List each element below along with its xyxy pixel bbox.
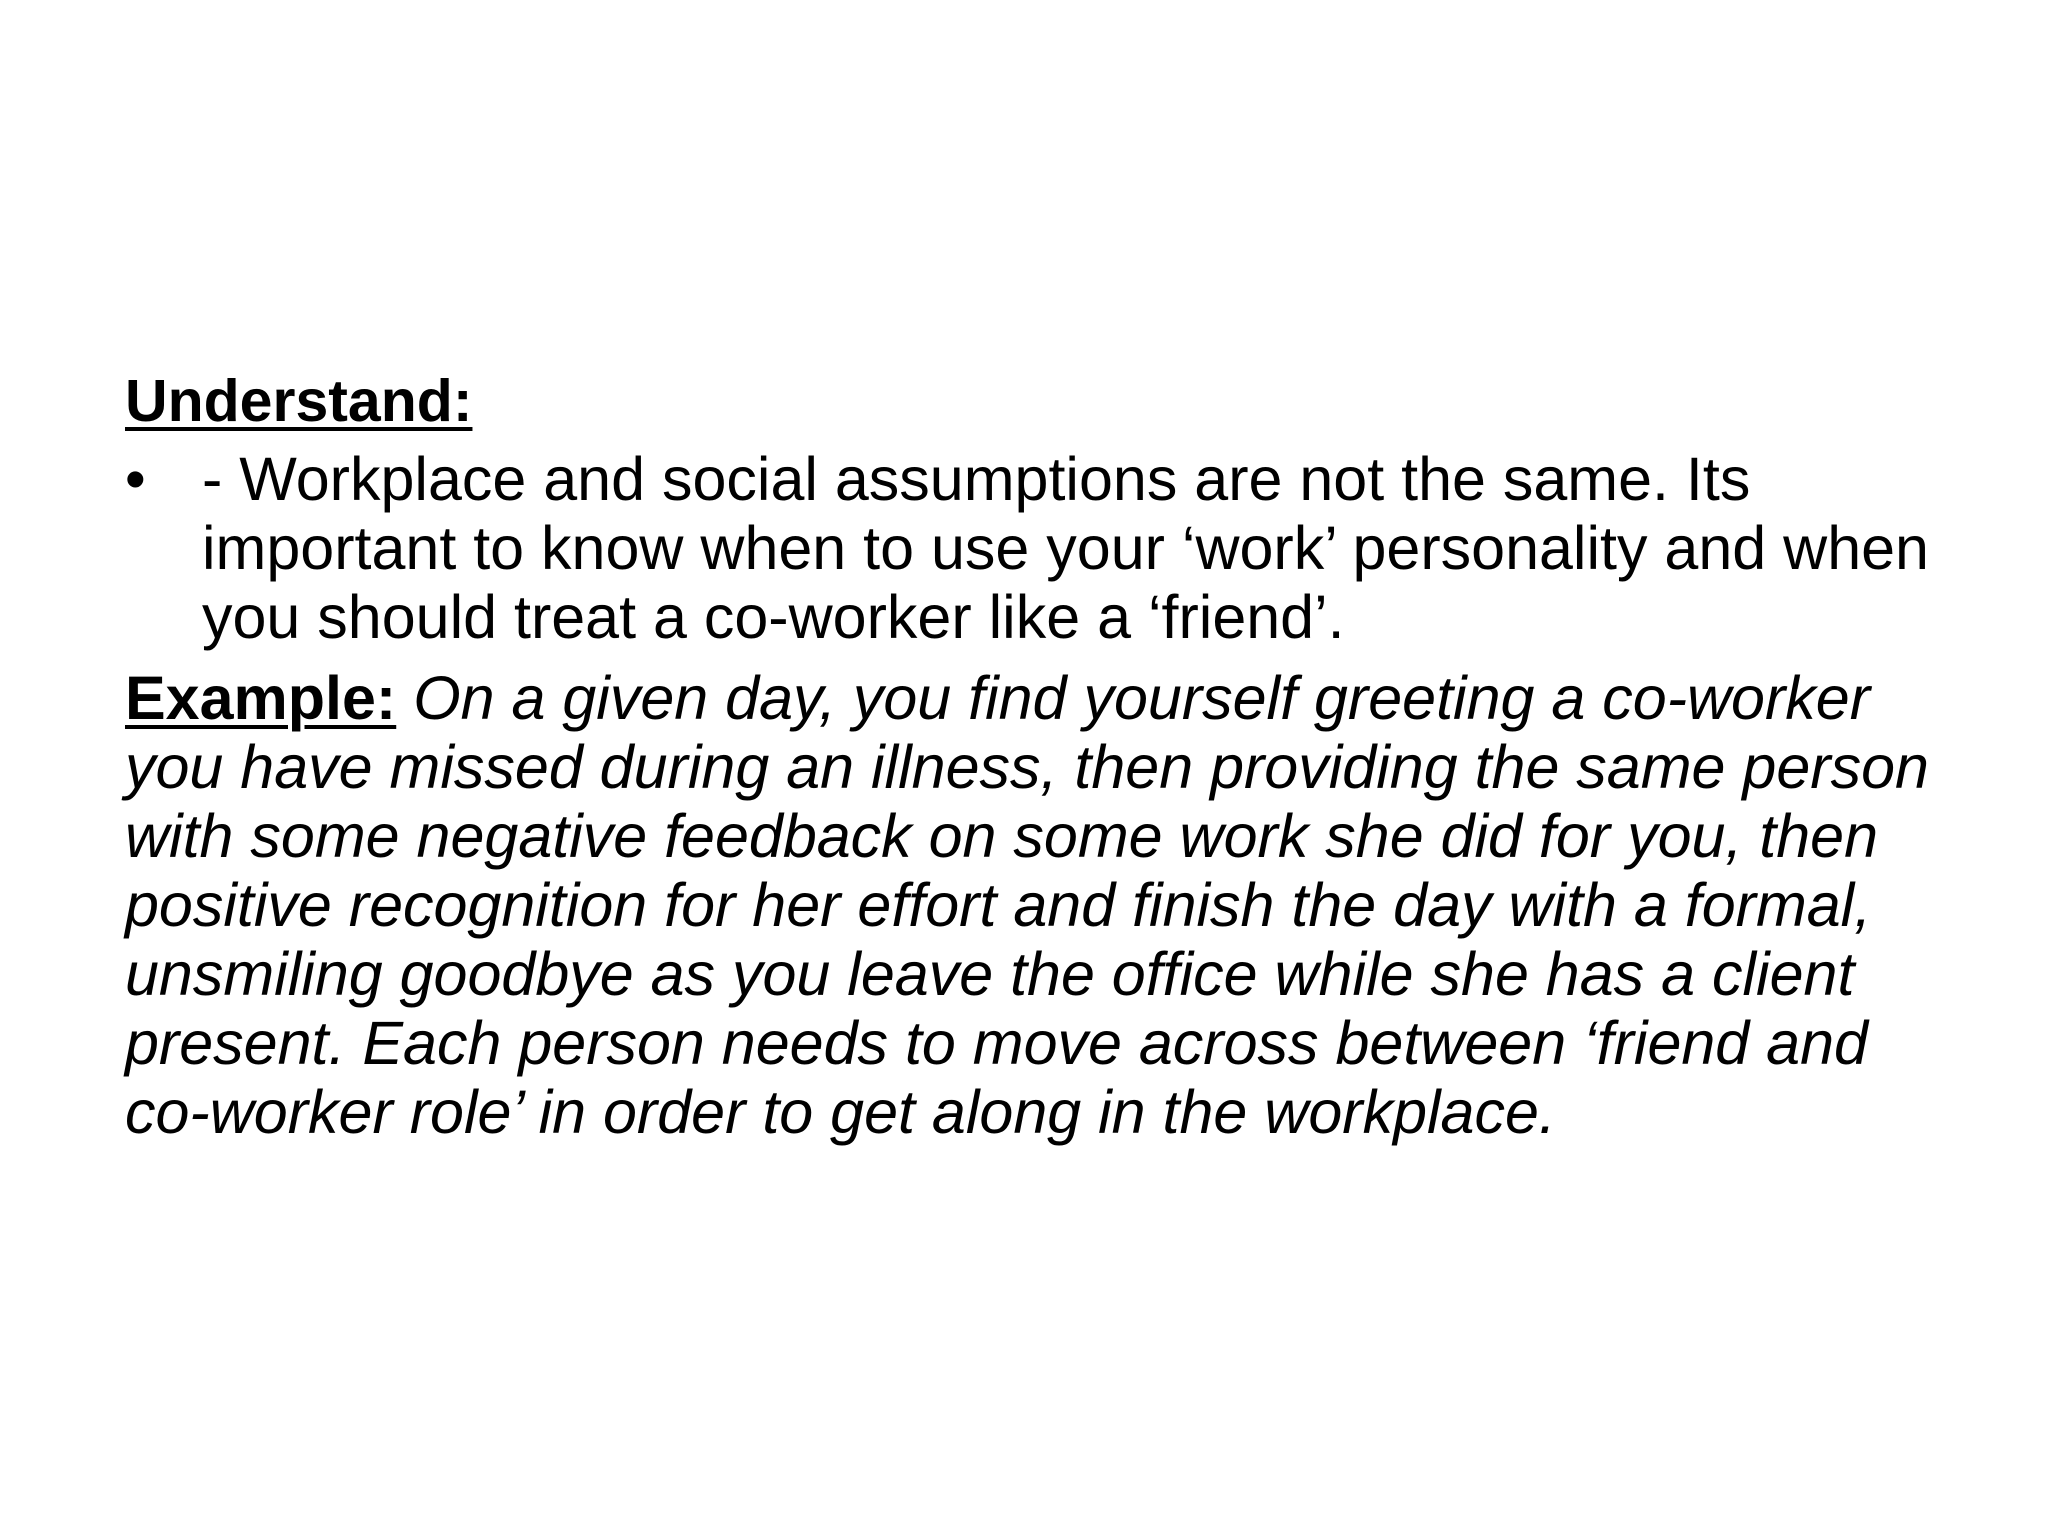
example-text: On a given day, you find yourself greeting a co-worker you have missed during an illness, then providing the same person with some negative feedback on some work she did for you, then positive recognition for her effort and finish the day with a formal, unsmiling goodbye as you leave the office while she has a client present. Each person needs to move across between ‘friend and co-worker role’ in order to get along in the workplace. [125, 664, 1929, 1146]
bullet-text: - Workplace and social assumptions are not the same. Its important to know when to use your ‘work’ personality and when you should treat a co-worker like a ‘friend’. [202, 445, 1929, 651]
heading-understand: Understand: [125, 368, 473, 434]
example-paragraph [125, 664, 1965, 1147]
bullet-item [125, 445, 1965, 652]
example-label: Example: [125, 664, 397, 732]
slide-body [125, 365, 1965, 1147]
bullet-icon: • [125, 446, 146, 512]
